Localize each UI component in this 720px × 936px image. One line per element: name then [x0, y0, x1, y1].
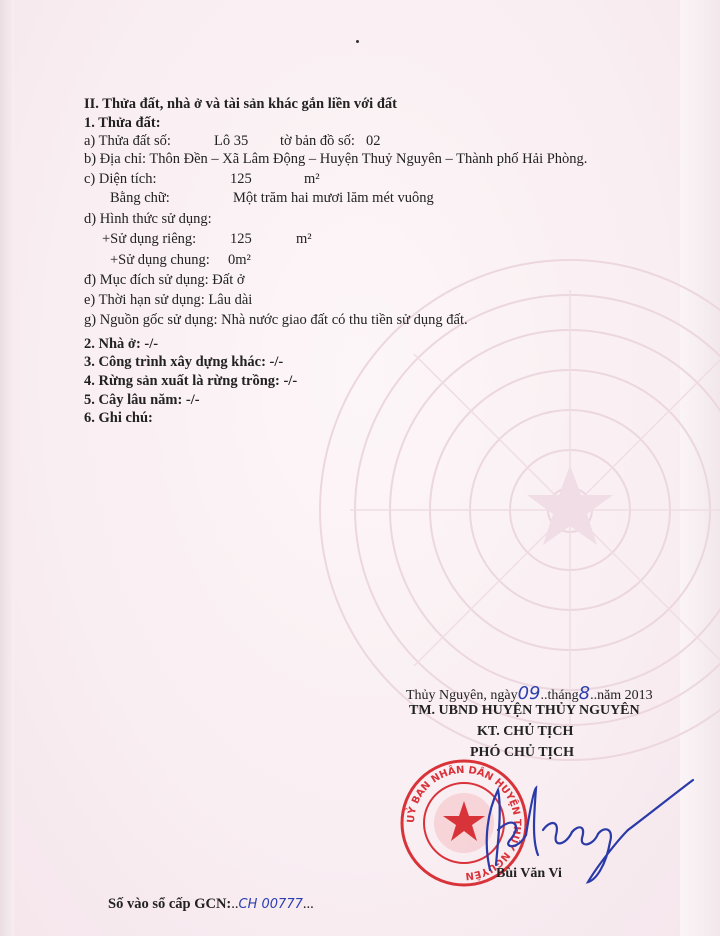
parcel-number-value: Lô 35 — [214, 133, 249, 149]
registry-label: Số vào sổ cấp GCN: — [108, 896, 232, 912]
address-value: Thôn Đền – Xã Lâm Động – Huyện Thuỷ Nguyên – Thành phố Hải Phòng. — [149, 151, 588, 167]
purpose-value: Đất ở — [212, 272, 245, 288]
date-year: năm 2013 — [597, 688, 653, 703]
term-label: e) Thời hạn sử dụng: — [84, 292, 205, 308]
issuer-org: TM. UBND HUYỆN THỦY NGUYÊN — [409, 703, 640, 718]
registry-row: Số vào sổ cấp GCN:..CH 00777... — [108, 896, 314, 912]
shared-use-row — [110, 251, 251, 269]
shared-use-value: 0m² — [228, 252, 251, 268]
item-planted-forest: 4. Rừng sản xuất là rừng trồng: -/- — [84, 373, 298, 389]
parcel-number-row — [84, 132, 381, 150]
purpose-label: đ) Mục đích sử dụng: — [84, 272, 209, 288]
issuer-role: PHÓ CHỦ TỊCH — [470, 745, 574, 760]
shared-use-label: +Sử dụng chung: — [110, 252, 210, 268]
parcel-number-label: a) Thửa đất số: — [84, 133, 171, 149]
origin-value: Nhà nước giao đất có thu tiền sử dụng đất. — [221, 312, 468, 328]
private-use-unit: m² — [296, 231, 312, 247]
section-title: II. Thửa đất, nhà ở và tài sản khác gắn liền với đất — [84, 96, 397, 112]
item-house: 2. Nhà ở: -/- — [84, 336, 159, 352]
item-other-construction: 3. Công trình xây dựng khác: -/- — [84, 354, 284, 370]
term-value: Lâu dài — [208, 292, 253, 308]
private-use-label: +Sử dụng riêng: — [102, 231, 197, 247]
origin-row — [84, 311, 468, 329]
address-label: b) Địa chỉ: — [84, 151, 147, 167]
usage-form-label: d) Hình thức sử dụng: — [84, 211, 212, 227]
page-edge-left — [0, 0, 14, 936]
term-row — [84, 291, 252, 309]
area-unit: m² — [304, 171, 320, 187]
signer-name: Bùi Văn Vi — [496, 866, 562, 881]
stamp-ring-text: UỶ BAN NHÂN DÂN HUYỆN THỦY NGUYÊN — [405, 764, 523, 882]
private-use-value: 125 — [230, 231, 252, 247]
map-sheet-label: tờ bản đồ số: — [280, 133, 355, 149]
place-date-line: Thủy Nguyên, ngày09..tháng8..năm 2013 — [406, 683, 653, 704]
item-notes: 6. Ghi chú: — [84, 410, 153, 426]
address-row — [84, 150, 587, 168]
place-date-prefix: Thủy Nguyên, ngày — [406, 688, 518, 703]
purpose-row — [84, 271, 245, 289]
date-month: 8 — [578, 683, 591, 704]
date-day: 09 — [517, 683, 541, 704]
private-use-row — [102, 230, 312, 248]
origin-label: g) Nguồn gốc sử dụng: — [84, 312, 218, 328]
parcel-heading: 1. Thửa đất: — [84, 115, 161, 131]
registry-value: CH 00777 — [238, 897, 303, 912]
area-words-row — [110, 189, 434, 207]
area-label: c) Diện tích: — [84, 171, 157, 187]
map-sheet-value: 02 — [366, 133, 381, 149]
issuer-kt: KT. CHỦ TỊCH — [477, 724, 574, 739]
area-words-value: Một trăm hai mươi lăm mét vuông — [233, 190, 434, 206]
area-row — [84, 170, 320, 188]
punch-dot — [356, 40, 359, 43]
month-label: tháng — [547, 688, 579, 703]
item-perennial-trees: 5. Cây lâu năm: -/- — [84, 392, 200, 408]
area-words-label: Bằng chữ: — [110, 190, 170, 206]
area-value: 125 — [230, 171, 252, 187]
